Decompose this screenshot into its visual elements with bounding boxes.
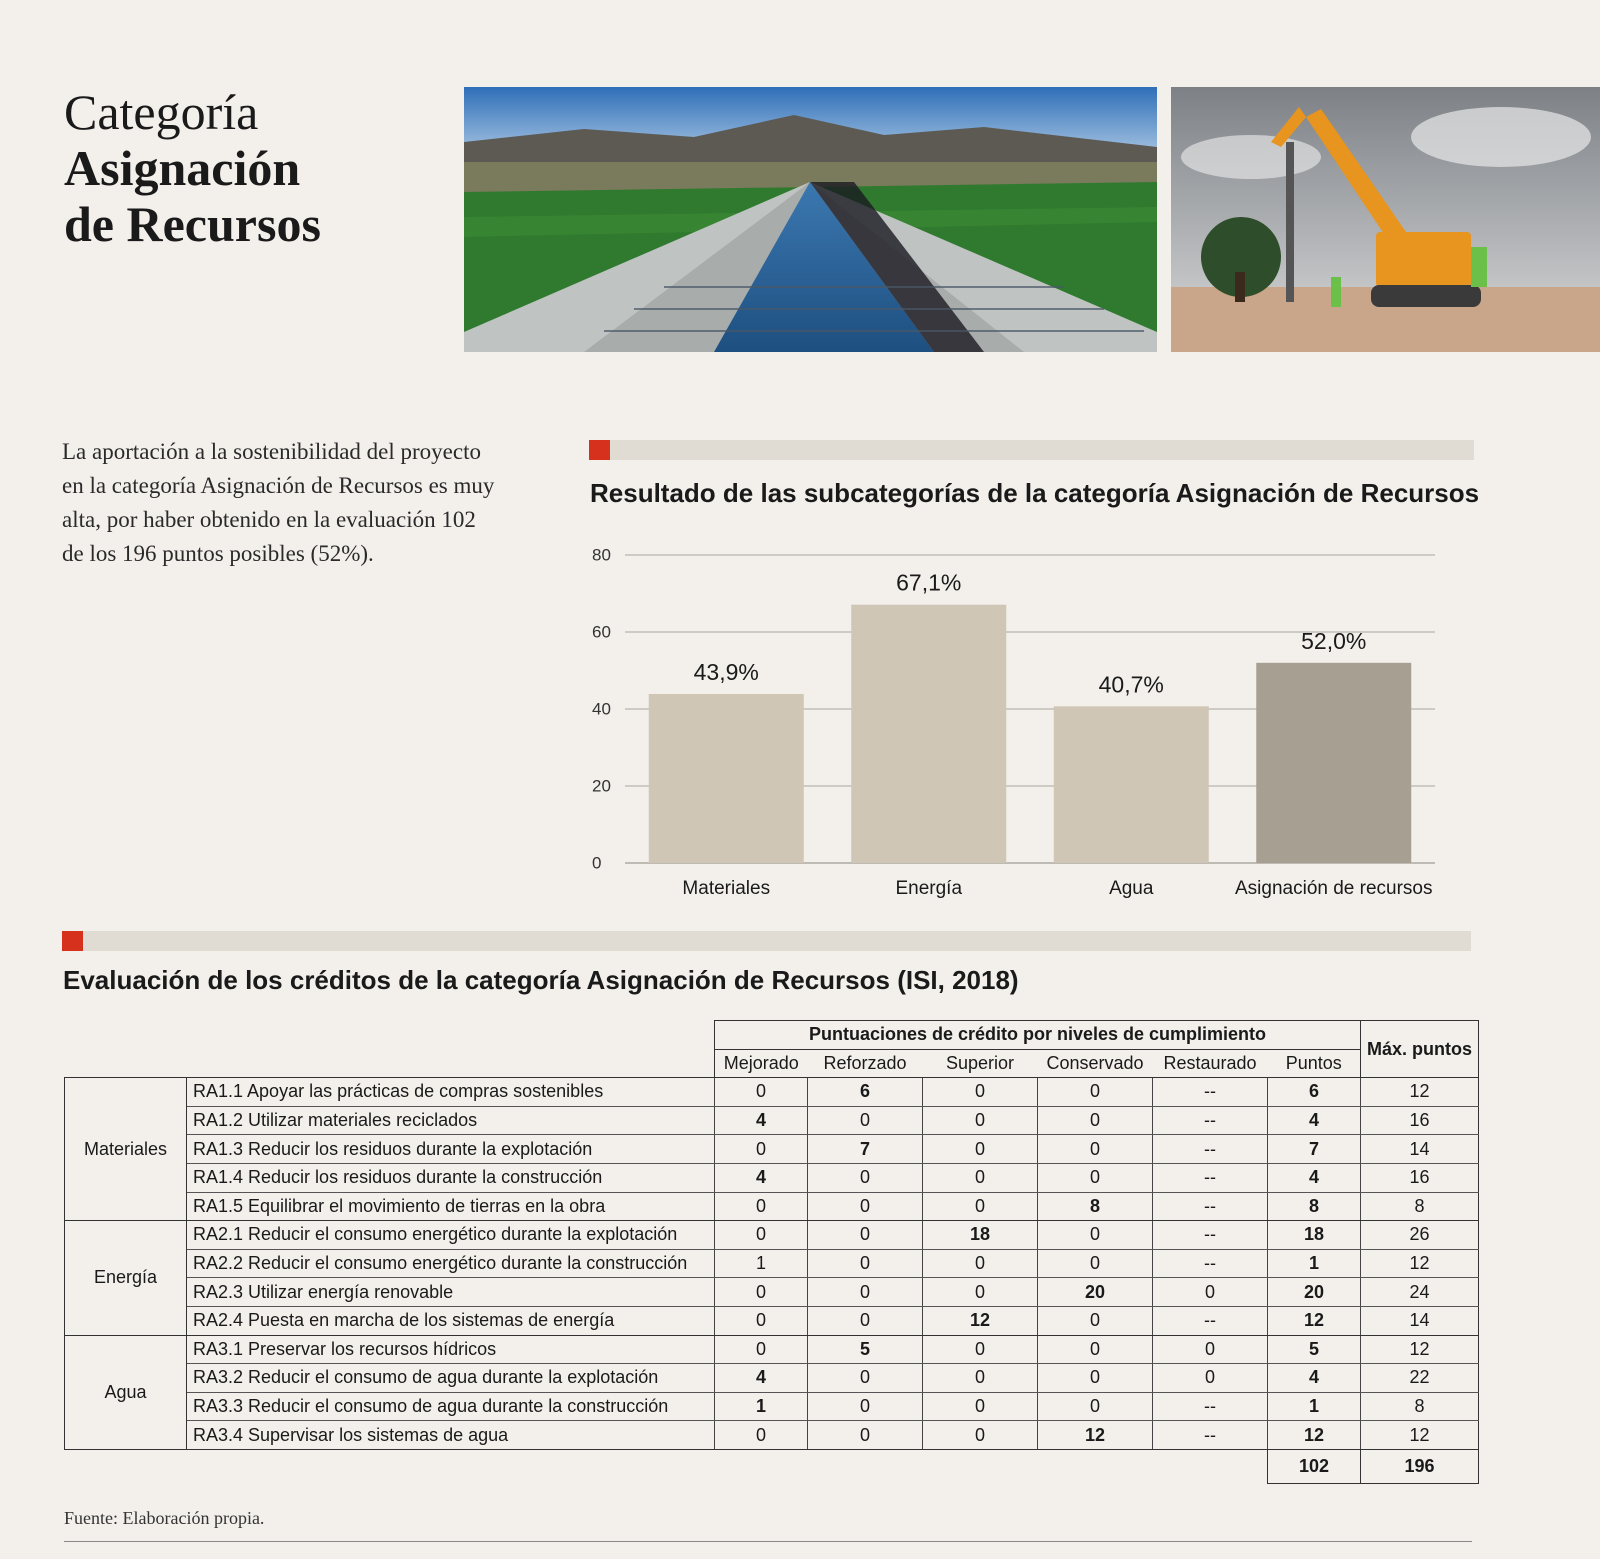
score-cell: 6: [1268, 1078, 1361, 1107]
section-marker: [62, 931, 83, 951]
score-cell: 0: [715, 1192, 808, 1221]
score-cell: 0: [1038, 1106, 1153, 1135]
table-row: [65, 1335, 1479, 1364]
data-label: 67,1%: [896, 569, 962, 596]
bar-2: [1054, 706, 1209, 863]
score-cell: --: [1153, 1421, 1268, 1450]
table-title: Evaluación de los créditos de la categoría Asignación de Recursos (ISI, 2018): [63, 965, 1019, 995]
category-cell: Materiales: [65, 1078, 187, 1221]
score-cell: 20: [1268, 1278, 1361, 1307]
score-cell: 12: [1268, 1306, 1361, 1335]
credit-label: RA3.3 Reducir el consumo de agua durante la construcción: [187, 1392, 715, 1421]
y-tick-label: 20: [592, 776, 611, 796]
score-cell: 12: [1268, 1421, 1361, 1450]
score-cell: 0: [923, 1335, 1038, 1364]
score-cell: 0: [808, 1364, 923, 1393]
score-cell: 0: [808, 1392, 923, 1421]
score-cell: 0: [1038, 1249, 1153, 1278]
score-cell: 0: [715, 1135, 808, 1164]
credit-label: RA1.3 Reducir los residuos durante la explotación: [187, 1135, 715, 1164]
credit-label: RA2.4 Puesta en marcha de los sistemas de energía: [187, 1306, 715, 1335]
score-cell: 18: [923, 1221, 1038, 1250]
score-cell: 4: [715, 1106, 808, 1135]
source-note: Fuente: Elaboración propia.: [64, 1508, 265, 1528]
category-cell: Energía: [65, 1221, 187, 1335]
score-cell: 0: [808, 1249, 923, 1278]
y-tick-label: 60: [592, 622, 611, 642]
table-row: [65, 1106, 1479, 1135]
credit-label: RA2.2 Reducir el consumo energético durante la construcción: [187, 1249, 715, 1278]
total-points: 102: [1268, 1449, 1361, 1483]
bar-1: [851, 605, 1006, 863]
credit-label: RA1.1 Apoyar las prácticas de compras sostenibles: [187, 1078, 715, 1107]
score-cell: 7: [808, 1135, 923, 1164]
score-cell: 0: [1038, 1392, 1153, 1421]
score-cell: --: [1153, 1306, 1268, 1335]
score-cell: 0: [808, 1278, 923, 1307]
max-cell: 16: [1361, 1163, 1479, 1192]
column-header: Conservado: [1038, 1049, 1153, 1078]
score-cell: 0: [1153, 1335, 1268, 1364]
max-cell: 8: [1361, 1392, 1479, 1421]
max-cell: 12: [1361, 1421, 1479, 1450]
table-row: [65, 1278, 1479, 1307]
score-cell: 0: [1153, 1278, 1268, 1307]
score-cell: 1: [1268, 1249, 1361, 1278]
max-cell: 12: [1361, 1078, 1479, 1107]
score-cell: 4: [1268, 1106, 1361, 1135]
table-row: [65, 1135, 1479, 1164]
score-cell: --: [1153, 1392, 1268, 1421]
credit-label: RA2.3 Utilizar energía renovable: [187, 1278, 715, 1307]
score-cell: 0: [808, 1163, 923, 1192]
score-cell: 0: [923, 1192, 1038, 1221]
score-cell: 4: [1268, 1364, 1361, 1393]
score-cell: 0: [923, 1249, 1038, 1278]
credit-label: RA3.2 Reducir el consumo de agua durante la explotación: [187, 1364, 715, 1393]
x-tick-label: Materiales: [682, 878, 771, 899]
max-cell: 14: [1361, 1306, 1479, 1335]
score-cell: 5: [808, 1335, 923, 1364]
score-cell: 7: [1268, 1135, 1361, 1164]
table-row: [65, 1163, 1479, 1192]
table-row: [65, 1192, 1479, 1221]
score-cell: 0: [808, 1106, 923, 1135]
column-header: Puntos: [1268, 1049, 1361, 1078]
score-cell: --: [1153, 1135, 1268, 1164]
data-label: 40,7%: [1098, 671, 1164, 698]
score-cell: 0: [1038, 1078, 1153, 1107]
max-cell: 12: [1361, 1335, 1479, 1364]
column-header: Restaurado: [1153, 1049, 1268, 1078]
score-cell: 0: [1038, 1335, 1153, 1364]
max-cell: 12: [1361, 1249, 1479, 1278]
score-cell: 0: [1038, 1135, 1153, 1164]
table-row: [65, 1421, 1479, 1450]
score-cell: 0: [923, 1135, 1038, 1164]
category-cell: Agua: [65, 1335, 187, 1449]
x-tick-label: Energía: [895, 878, 963, 899]
score-cell: 4: [1268, 1163, 1361, 1192]
column-header: Reforzado: [808, 1049, 923, 1078]
bar-chart: [580, 530, 1480, 910]
y-tick-label: 40: [592, 699, 611, 719]
footer-rule: [64, 1541, 1472, 1542]
data-label: 43,9%: [693, 658, 759, 685]
table-section-bar: [62, 931, 1471, 951]
score-cell: 0: [923, 1421, 1038, 1450]
score-cell: 0: [1038, 1364, 1153, 1393]
credit-label: RA2.1 Reducir el consumo energético durante la explotación: [187, 1221, 715, 1250]
chart-title: Resultado de las subcategorías de la categoría Asignación de Recursos: [590, 478, 1480, 508]
max-cell: 8: [1361, 1192, 1479, 1221]
score-cell: 12: [1038, 1421, 1153, 1450]
score-cell: --: [1153, 1221, 1268, 1250]
score-cell: 0: [923, 1364, 1038, 1393]
title-line-1: Categoría: [64, 84, 259, 140]
score-cell: 0: [808, 1221, 923, 1250]
score-cell: 1: [715, 1249, 808, 1278]
total-max: 196: [1361, 1449, 1479, 1483]
chart-section-bar: [589, 440, 1474, 460]
column-header: Superior: [923, 1049, 1038, 1078]
y-tick-label: 80: [592, 545, 611, 565]
page-title: [64, 84, 321, 252]
score-cell: 6: [808, 1078, 923, 1107]
score-cell: --: [1153, 1106, 1268, 1135]
score-cell: 12: [923, 1306, 1038, 1335]
group-header: Puntuaciones de crédito por niveles de cumplimiento: [715, 1021, 1361, 1050]
x-tick-label: Asignación de recursos: [1235, 878, 1433, 899]
max-cell: 16: [1361, 1106, 1479, 1135]
excavator-photo: [1171, 87, 1600, 352]
score-cell: 4: [715, 1163, 808, 1192]
table-row: [65, 1392, 1479, 1421]
score-cell: 0: [923, 1392, 1038, 1421]
score-cell: 0: [715, 1335, 808, 1364]
max-cell: 14: [1361, 1135, 1479, 1164]
section-marker: [589, 440, 610, 460]
score-cell: 0: [1153, 1364, 1268, 1393]
intro-paragraph: La aportación a la sostenibilidad del proyecto en la categoría Asignación de Recursos es muy alta, por haber obtenido en la evaluación 102 de los 196 puntos posibles (52%).: [62, 439, 495, 566]
max-points-header: Máx. puntos: [1361, 1021, 1479, 1078]
score-cell: 0: [715, 1306, 808, 1335]
score-cell: 0: [923, 1078, 1038, 1107]
score-cell: 8: [1038, 1192, 1153, 1221]
score-cell: 0: [923, 1106, 1038, 1135]
table-row: [65, 1249, 1479, 1278]
credit-label: RA3.1 Preservar los recursos hídricos: [187, 1335, 715, 1364]
score-cell: 0: [715, 1221, 808, 1250]
score-cell: --: [1153, 1249, 1268, 1278]
credit-label: RA1.5 Equilibrar el movimiento de tierras en la obra: [187, 1192, 715, 1221]
table-row: [65, 1364, 1479, 1393]
score-cell: 1: [715, 1392, 808, 1421]
score-cell: 18: [1268, 1221, 1361, 1250]
max-cell: 26: [1361, 1221, 1479, 1250]
score-cell: 8: [1268, 1192, 1361, 1221]
score-cell: 20: [1038, 1278, 1153, 1307]
max-cell: 24: [1361, 1278, 1479, 1307]
score-cell: 0: [808, 1306, 923, 1335]
score-cell: 0: [808, 1421, 923, 1450]
score-cell: 0: [715, 1278, 808, 1307]
score-cell: 1: [1268, 1392, 1361, 1421]
column-header: Mejorado: [715, 1049, 808, 1078]
score-cell: 5: [1268, 1335, 1361, 1364]
score-cell: --: [1153, 1192, 1268, 1221]
score-cell: 0: [715, 1421, 808, 1450]
bar-3: [1256, 663, 1411, 863]
credit-label: RA3.4 Supervisar los sistemas de agua: [187, 1421, 715, 1450]
table-row: [65, 1221, 1479, 1250]
credit-label: RA1.4 Reducir los residuos durante la construcción: [187, 1163, 715, 1192]
score-cell: 4: [715, 1364, 808, 1393]
score-cell: 0: [1038, 1163, 1153, 1192]
title-line-2: Asignación: [64, 140, 301, 196]
max-cell: 22: [1361, 1364, 1479, 1393]
y-tick-label: 0: [592, 853, 602, 873]
score-cell: 0: [1038, 1221, 1153, 1250]
credits-table: [64, 1020, 1479, 1484]
score-cell: 0: [923, 1163, 1038, 1192]
table-row: [65, 1078, 1479, 1107]
canal-photo: [464, 87, 1157, 352]
data-label: 52,0%: [1301, 627, 1367, 654]
bar-0: [649, 694, 804, 863]
score-cell: --: [1153, 1078, 1268, 1107]
score-cell: --: [1153, 1163, 1268, 1192]
x-tick-label: Agua: [1109, 878, 1154, 899]
score-cell: 0: [1038, 1306, 1153, 1335]
score-cell: 0: [923, 1278, 1038, 1307]
table-row: [65, 1306, 1479, 1335]
credit-label: RA1.2 Utilizar materiales reciclados: [187, 1106, 715, 1135]
score-cell: 0: [808, 1192, 923, 1221]
score-cell: 0: [715, 1078, 808, 1107]
title-line-3: de Recursos: [64, 196, 321, 252]
total-row: [65, 1449, 1479, 1483]
